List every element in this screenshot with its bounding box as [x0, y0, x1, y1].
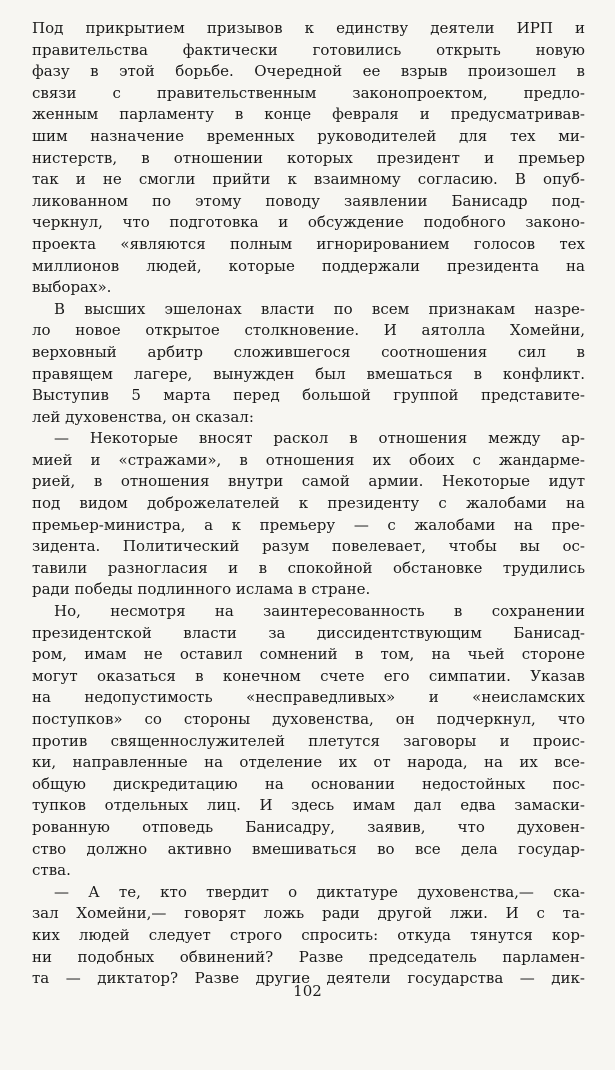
text-line: Под прикрытием призывов к единству деятели ИРП и [32, 19, 585, 37]
page-body [32, 18, 585, 990]
text-line: мией и «стражами», в отношения их обоих с жандарме- [32, 450, 585, 469]
text-line: ства. [32, 861, 71, 880]
text-line: правящем лагере, вынужден был вмешаться в конфликт. [32, 364, 585, 383]
text-line: поступков» со стороны духовенства, он подчеркнул, что [32, 710, 585, 728]
text-line: правительства фактически готовились открыть новую [32, 40, 585, 59]
text-line: ство должно активно вмешиваться во все дела государ- [32, 839, 585, 858]
text-line: премьер-министра, а к премьеру — с жалобами на пре- [32, 515, 585, 534]
text-line: та — диктатор? Разве другие деятели государства — дик- [32, 969, 585, 988]
paragraph-3 [32, 428, 585, 601]
text-line: на недопустимость «несправедливых» и «неисламских [32, 688, 585, 707]
text-line: ки, направленные на отделение их от народа, на их все- [32, 753, 585, 772]
text-line: женным парламенту в конце февраля и предусматривав- [32, 105, 585, 124]
text-line: ликованном по этому поводу заявлении Банисадр под- [32, 191, 585, 210]
text-line: — Некоторые вносят раскол в отношения между ар- [54, 429, 585, 448]
text-line: черкнул, что подготовка и обсуждение подобного законо- [32, 213, 585, 232]
text-line: — А те, кто твердит о диктатуре духовенства,— ска- [54, 882, 585, 901]
text-line: шим назначение временных руководителей для тех ми- [32, 126, 585, 145]
text-line: миллионов людей, которые поддержали президента на [32, 256, 585, 275]
text-line: нистерств, в отношении которых президент и премьер [32, 148, 585, 167]
text-line: В высших эшелонах власти по всем признакам назре- [54, 299, 585, 318]
text-line: ни подобных обвинений? Разве председатель парламен- [32, 947, 585, 966]
page-number: 102 [293, 982, 322, 1000]
paragraph-4 [32, 601, 585, 882]
text-line: общую дискредитацию на основании недостойных пос- [32, 774, 585, 793]
text-line: зал Хомейни,— говорят ложь ради другой лжи. И с та- [32, 904, 585, 923]
text-line: ради победы подлинного ислама в стране. [32, 580, 371, 599]
text-line: тупков отдельных лиц. И здесь имам дал едва замаски- [32, 796, 585, 815]
text-line: Но, несмотря на заинтересованность в сохранении [54, 602, 585, 621]
text-line: ром, имам не оставил сомнений в том, на чьей стороне [32, 645, 585, 664]
text-line: президентской власти за диссидентствующим Банисад- [32, 623, 585, 642]
text-line: фазу в этой борьбе. Очередной ее взрыв произошел в [32, 62, 585, 81]
text-line: рованную отповедь Банисадру, заявив, что духовен- [32, 817, 585, 836]
text-line: ло новое открытое столкновение. И аятолла Хомейни, [32, 321, 585, 340]
text-line: так и не смогли прийти к взаимному согласию. В опуб- [32, 170, 585, 189]
text-line: верховный арбитр сложившегося соотношения сил в [32, 342, 585, 361]
text-line: выборах». [32, 278, 112, 297]
text-line: под видом доброжелателей к президенту с жалобами на [32, 494, 585, 513]
text-line: связи с правительственным законопроектом, предло- [32, 83, 585, 102]
paragraph-1 [32, 18, 585, 299]
text-line: против священнослужителей плетутся заговоры и проис- [32, 731, 585, 750]
text-line: Выступив 5 марта перед большой группой представите- [32, 386, 585, 405]
paragraph-5 [32, 882, 585, 990]
text-line: рией, в отношения внутри самой армии. Некоторые идут [32, 472, 585, 491]
text-line: тавили разногласия и в спокойной обстановке трудились [32, 558, 585, 577]
text-line: проекта «являются полным игнорированием голосов тех [32, 234, 585, 253]
text-line: зидента. Политический разум повелевает, чтобы вы ос- [32, 537, 585, 556]
text-line: могут оказаться в конечном счете его симпатии. Указав [32, 666, 585, 685]
text-line: ких людей следует строго спросить: откуда тянутся кор- [32, 925, 585, 944]
text-line: лей духовенства, он сказал: [32, 407, 254, 426]
paragraph-2 [32, 299, 585, 429]
